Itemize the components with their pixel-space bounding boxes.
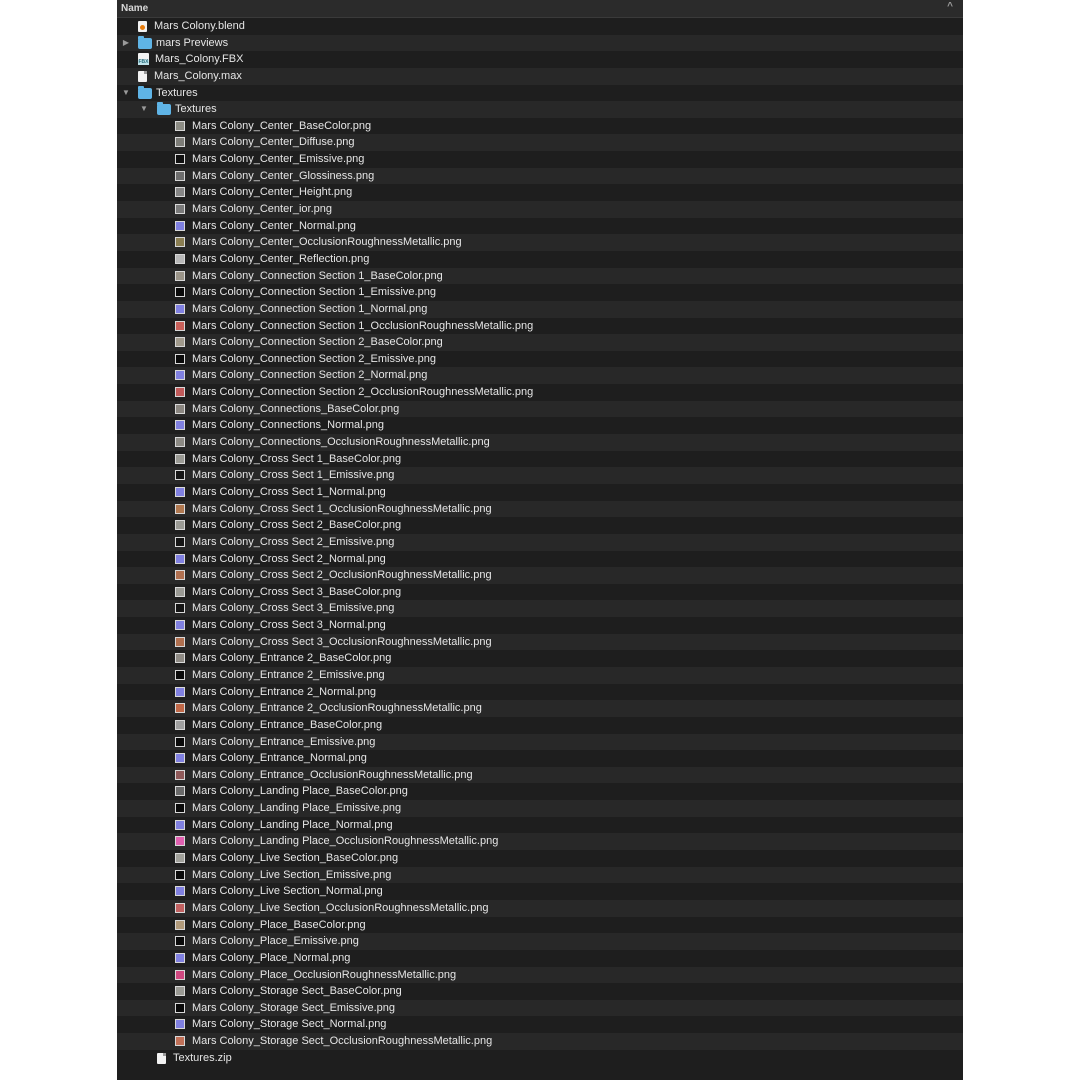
- file-row[interactable]: [117, 118, 963, 135]
- image-thumbnail-icon: [175, 454, 185, 464]
- file-name: Mars Colony_Storage Sect_OcclusionRoughnessMetallic.png: [192, 1035, 493, 1048]
- disclosure-expanded-icon[interactable]: ▼: [122, 87, 130, 97]
- image-thumbnail-icon: [175, 287, 185, 297]
- file-name: Mars Colony_Live Section_Emissive.png: [192, 868, 392, 881]
- file-name: Mars Colony_Center_Diffuse.png: [192, 136, 355, 149]
- file-name: Mars Colony_Cross Sect 1_OcclusionRoughnessMetallic.png: [192, 502, 492, 515]
- blend-file-icon: [138, 21, 147, 32]
- file-name: Mars Colony_Cross Sect 1_Emissive.png: [192, 469, 395, 482]
- file-row[interactable]: [117, 950, 963, 967]
- file-row[interactable]: [117, 234, 963, 251]
- image-thumbnail-icon: [175, 370, 185, 380]
- image-thumbnail-icon: [175, 737, 185, 747]
- file-row[interactable]: [117, 717, 963, 734]
- file-row[interactable]: [117, 484, 963, 501]
- image-thumbnail-icon: [175, 570, 185, 580]
- file-row[interactable]: [117, 451, 963, 468]
- file-name: Textures: [156, 86, 198, 99]
- file-row[interactable]: [117, 933, 963, 950]
- image-thumbnail-icon: [175, 171, 185, 181]
- file-name: Mars Colony.blend: [154, 20, 245, 32]
- file-name: Mars Colony_Storage Sect_Normal.png: [192, 1018, 387, 1031]
- file-row[interactable]: [117, 850, 963, 867]
- file-name: Mars Colony_Landing Place_OcclusionRoughnessMetallic.png: [192, 835, 499, 848]
- file-name: Mars Colony_Connection Section 2_BaseColor.png: [192, 336, 443, 349]
- file-name: Mars Colony_Entrance 2_BaseColor.png: [192, 652, 392, 665]
- file-name: Mars Colony_Cross Sect 1_Normal.png: [192, 485, 386, 498]
- file-row[interactable]: [117, 434, 963, 451]
- file-row[interactable]: [117, 584, 963, 601]
- file-name: Mars Colony_Cross Sect 3_BaseColor.png: [192, 585, 402, 598]
- image-thumbnail-icon: [175, 986, 185, 996]
- disclosure-collapsed-icon[interactable]: ▶: [122, 37, 130, 47]
- file-name: Mars Colony_Landing Place_Normal.png: [192, 818, 393, 831]
- file-name: Mars Colony_Cross Sect 1_BaseColor.png: [192, 452, 402, 465]
- file-name: Mars Colony_Place_OcclusionRoughnessMetallic.png: [192, 968, 457, 981]
- image-thumbnail-icon: [175, 870, 185, 880]
- file-name: Mars Colony_Center_Normal.png: [192, 219, 356, 232]
- image-thumbnail-icon: [175, 953, 185, 963]
- file-row[interactable]: [117, 534, 963, 551]
- image-thumbnail-icon: [175, 487, 185, 497]
- file-name: Mars Colony_Center_OcclusionRoughnessMetallic.png: [192, 236, 462, 249]
- image-thumbnail-icon: [175, 970, 185, 980]
- image-thumbnail-icon: [175, 653, 185, 663]
- image-thumbnail-icon: [175, 237, 185, 247]
- file-row[interactable]: [117, 617, 963, 634]
- file-name: Mars Colony_Cross Sect 2_Normal.png: [192, 552, 386, 565]
- folder-row[interactable]: [117, 101, 963, 118]
- image-thumbnail-icon: [175, 1036, 185, 1046]
- folder-icon: [157, 104, 171, 115]
- folder-icon: [138, 38, 152, 49]
- file-name: Mars Colony_Connection Section 2_OcclusionRoughnessMetallic.png: [192, 386, 534, 399]
- image-thumbnail-icon: [175, 603, 185, 613]
- image-thumbnail-icon: [175, 836, 185, 846]
- sort-ascending-icon[interactable]: ^: [947, 1, 953, 12]
- image-thumbnail-icon: [175, 620, 185, 630]
- file-name: Mars Colony_Live Section_BaseColor.png: [192, 852, 399, 865]
- file-name: Mars Colony_Center_Height.png: [192, 186, 353, 199]
- file-row[interactable]: [117, 201, 963, 218]
- file-row[interactable]: [117, 1016, 963, 1033]
- file-name: Textures.zip: [173, 1051, 232, 1064]
- file-row[interactable]: [117, 68, 963, 85]
- file-row[interactable]: [117, 517, 963, 534]
- file-row[interactable]: [117, 384, 963, 401]
- finder-list-view: [117, 0, 963, 1080]
- document-icon: [138, 71, 147, 82]
- image-thumbnail-icon: [175, 470, 185, 480]
- file-name: Mars Colony_Connections_OcclusionRoughnessMetallic.png: [192, 436, 490, 449]
- image-thumbnail-icon: [175, 354, 185, 364]
- folder-icon: [138, 88, 152, 99]
- file-row[interactable]: [117, 417, 963, 434]
- file-row[interactable]: [117, 401, 963, 418]
- image-thumbnail-icon: [175, 187, 185, 197]
- image-thumbnail-icon: [175, 753, 185, 763]
- file-row[interactable]: [117, 268, 963, 285]
- file-row[interactable]: [117, 284, 963, 301]
- image-thumbnail-icon: [175, 720, 185, 730]
- image-thumbnail-icon: [175, 304, 185, 314]
- image-thumbnail-icon: [175, 337, 185, 347]
- file-name: mars Previews: [156, 36, 229, 49]
- image-thumbnail-icon: [175, 420, 185, 430]
- file-row[interactable]: [117, 168, 963, 185]
- file-row[interactable]: [117, 351, 963, 368]
- file-name: Mars Colony_Center_Emissive.png: [192, 153, 365, 166]
- file-row[interactable]: [117, 600, 963, 617]
- file-row[interactable]: [117, 51, 963, 68]
- file-name: Mars Colony_Connection Section 1_Emissive.png: [192, 286, 436, 299]
- file-name: Mars Colony_Place_Emissive.png: [192, 935, 359, 948]
- file-row[interactable]: [117, 700, 963, 717]
- file-row[interactable]: [117, 667, 963, 684]
- file-row[interactable]: [117, 251, 963, 268]
- file-row[interactable]: [117, 817, 963, 834]
- image-thumbnail-icon: [175, 554, 185, 564]
- file-list: [117, 18, 963, 1080]
- file-row[interactable]: [117, 467, 963, 484]
- file-row[interactable]: [117, 301, 963, 318]
- file-name: Mars Colony_Connection Section 1_BaseColor.png: [192, 269, 443, 282]
- image-thumbnail-icon: [175, 504, 185, 514]
- file-name: Mars Colony_Entrance_OcclusionRoughnessMetallic.png: [192, 768, 473, 781]
- image-thumbnail-icon: [175, 886, 185, 896]
- image-thumbnail-icon: [175, 803, 185, 813]
- image-thumbnail-icon: [175, 221, 185, 231]
- file-name: Mars Colony_Center_Glossiness.png: [192, 169, 375, 182]
- file-row[interactable]: [117, 151, 963, 168]
- image-thumbnail-icon: [175, 1019, 185, 1029]
- zip-file-icon: [157, 1053, 166, 1064]
- file-name: Mars_Colony.max: [154, 69, 242, 82]
- file-row[interactable]: [117, 783, 963, 800]
- file-row[interactable]: [117, 750, 963, 767]
- file-row[interactable]: [117, 833, 963, 850]
- file-name: Mars Colony_Cross Sect 2_Emissive.png: [192, 535, 395, 548]
- file-name: Mars Colony_Cross Sect 3_OcclusionRoughnessMetallic.png: [192, 635, 492, 648]
- file-name: Mars Colony_Storage Sect_BaseColor.png: [192, 985, 402, 998]
- image-thumbnail-icon: [175, 687, 185, 697]
- file-row[interactable]: [117, 1050, 963, 1067]
- image-thumbnail-icon: [175, 936, 185, 946]
- file-row[interactable]: [117, 318, 963, 335]
- file-name: Mars Colony_Landing Place_Emissive.png: [192, 802, 402, 815]
- file-row[interactable]: [117, 734, 963, 751]
- image-thumbnail-icon: [175, 903, 185, 913]
- image-thumbnail-icon: [175, 387, 185, 397]
- file-row[interactable]: [117, 767, 963, 784]
- file-row[interactable]: [117, 983, 963, 1000]
- image-thumbnail-icon: [175, 321, 185, 331]
- image-thumbnail-icon: [175, 1003, 185, 1013]
- file-row[interactable]: [117, 18, 963, 35]
- folder-row[interactable]: [117, 35, 963, 52]
- image-thumbnail-icon: [175, 520, 185, 530]
- file-name: Mars Colony_Entrance 2_OcclusionRoughnessMetallic.png: [192, 702, 482, 715]
- image-thumbnail-icon: [175, 820, 185, 830]
- image-thumbnail-icon: [175, 154, 185, 164]
- file-row[interactable]: [117, 1033, 963, 1050]
- file-row[interactable]: [117, 867, 963, 884]
- file-row[interactable]: [117, 684, 963, 701]
- file-name: Mars Colony_Cross Sect 2_BaseColor.png: [192, 519, 402, 532]
- file-name: Mars Colony_Place_Normal.png: [192, 951, 351, 964]
- file-name: Mars_Colony.FBX: [155, 53, 244, 66]
- file-name: Mars Colony_Entrance_Emissive.png: [192, 735, 376, 748]
- name-column-header[interactable]: [117, 0, 963, 18]
- file-name: Mars Colony_Storage Sect_Emissive.png: [192, 1001, 395, 1014]
- image-thumbnail-icon: [175, 537, 185, 547]
- file-row[interactable]: [117, 1000, 963, 1017]
- file-name: Mars Colony_Connection Section 2_Emissive.png: [192, 352, 436, 365]
- file-row[interactable]: [117, 367, 963, 384]
- file-name: Mars Colony_Entrance 2_Normal.png: [192, 685, 377, 698]
- file-name: Mars Colony_Entrance_BaseColor.png: [192, 718, 383, 731]
- file-name: Mars Colony_Connection Section 1_OcclusionRoughnessMetallic.png: [192, 319, 534, 332]
- image-thumbnail-icon: [175, 703, 185, 713]
- disclosure-expanded-icon[interactable]: ▼: [140, 104, 148, 114]
- image-thumbnail-icon: [175, 121, 185, 131]
- file-name: Mars Colony_Center_ior.png: [192, 203, 333, 216]
- column-title: Name: [121, 3, 149, 14]
- folder-row[interactable]: [117, 85, 963, 102]
- file-row[interactable]: [117, 134, 963, 151]
- file-row[interactable]: [117, 967, 963, 984]
- file-name: Mars Colony_Connection Section 2_Normal.png: [192, 369, 428, 382]
- file-name: Mars Colony_Live Section_Normal.png: [192, 885, 383, 898]
- file-row[interactable]: [117, 634, 963, 651]
- file-name: Mars Colony_Cross Sect 2_OcclusionRoughnessMetallic.png: [192, 569, 492, 582]
- image-thumbnail-icon: [175, 670, 185, 680]
- file-name: Mars Colony_Landing Place_BaseColor.png: [192, 785, 408, 798]
- file-row[interactable]: [117, 900, 963, 917]
- image-thumbnail-icon: [175, 204, 185, 214]
- file-row[interactable]: [117, 501, 963, 518]
- file-name: Mars Colony_Entrance 2_Emissive.png: [192, 668, 385, 681]
- file-row[interactable]: [117, 184, 963, 201]
- image-thumbnail-icon: [175, 437, 185, 447]
- file-row[interactable]: [117, 334, 963, 351]
- file-name: Mars Colony_Cross Sect 3_Emissive.png: [192, 602, 395, 615]
- file-name: Mars Colony_Connection Section 1_Normal.png: [192, 302, 428, 315]
- file-row[interactable]: [117, 883, 963, 900]
- image-thumbnail-icon: [175, 770, 185, 780]
- image-thumbnail-icon: [175, 137, 185, 147]
- file-name: Mars Colony_Cross Sect 3_Normal.png: [192, 619, 386, 632]
- fbx-file-icon: [138, 53, 149, 65]
- file-row[interactable]: [117, 650, 963, 667]
- file-name: Mars Colony_Center_BaseColor.png: [192, 119, 372, 132]
- file-name: Mars Colony_Entrance_Normal.png: [192, 752, 367, 765]
- file-name: Mars Colony_Live Section_OcclusionRoughnessMetallic.png: [192, 901, 489, 914]
- image-thumbnail-icon: [175, 271, 185, 281]
- file-row[interactable]: [117, 800, 963, 817]
- image-thumbnail-icon: [175, 254, 185, 264]
- image-thumbnail-icon: [175, 637, 185, 647]
- image-thumbnail-icon: [175, 587, 185, 597]
- file-row[interactable]: [117, 551, 963, 568]
- image-thumbnail-icon: [175, 786, 185, 796]
- file-row[interactable]: [117, 917, 963, 934]
- file-row[interactable]: [117, 567, 963, 584]
- file-name: Textures: [175, 103, 217, 116]
- image-thumbnail-icon: [175, 920, 185, 930]
- file-row[interactable]: [117, 218, 963, 235]
- image-thumbnail-icon: [175, 404, 185, 414]
- file-name: Mars Colony_Place_BaseColor.png: [192, 918, 366, 931]
- file-name: Mars Colony_Connections_Normal.png: [192, 419, 384, 432]
- file-name: Mars Colony_Center_Reflection.png: [192, 252, 370, 265]
- file-name: Mars Colony_Connections_BaseColor.png: [192, 402, 400, 415]
- image-thumbnail-icon: [175, 853, 185, 863]
